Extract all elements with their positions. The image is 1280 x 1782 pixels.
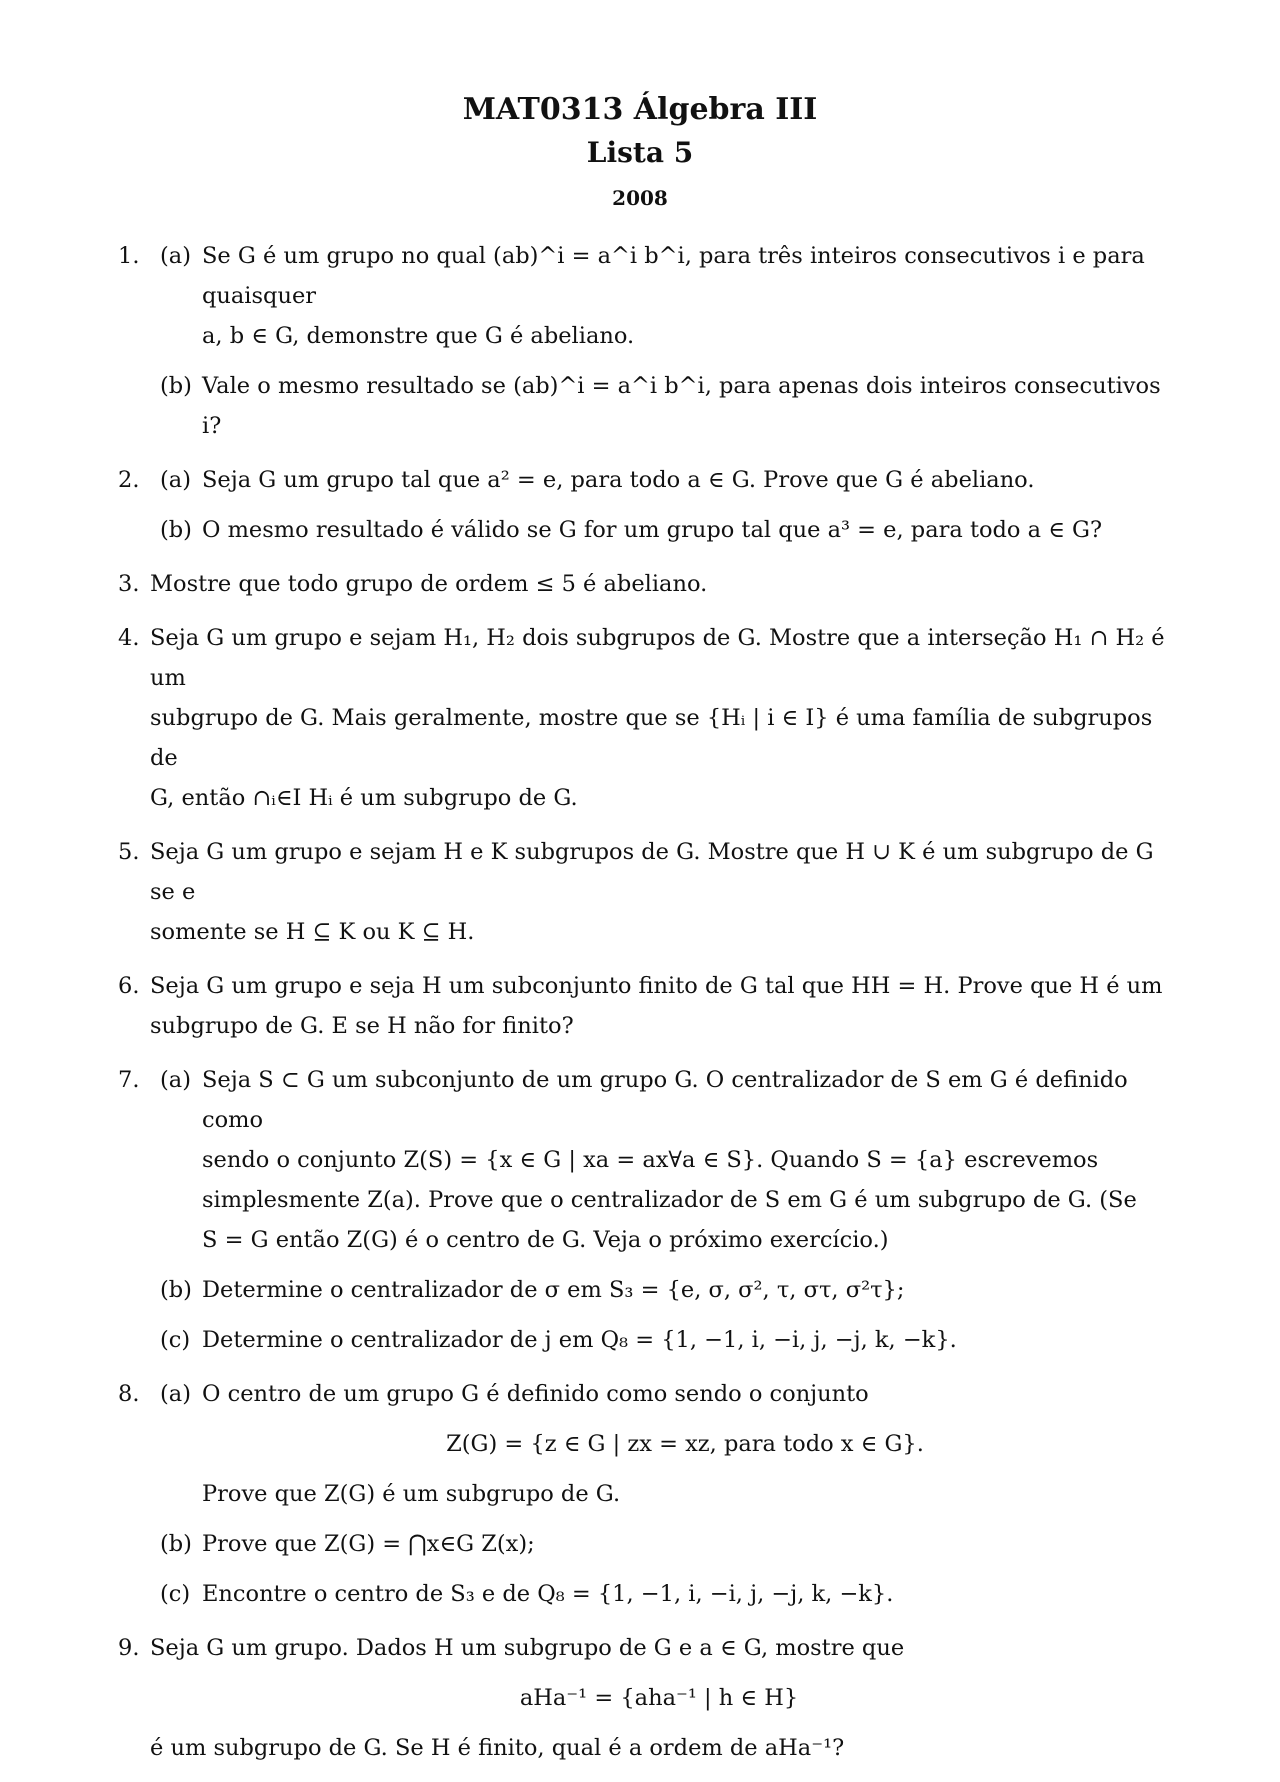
text-line: Determine o centralizador de σ em S₃ = {e, σ, σ², τ, στ, σ²τ}; (202, 1277, 905, 1303)
text-line: Seja G um grupo tal que a² = e, para todo a ∈ G. Prove que G é abeliano. (202, 467, 1035, 493)
problem-list (118, 236, 1168, 1782)
problem-3 (118, 564, 1168, 604)
text-line: Determine o centralizador de j em Q₈ = {1, −1, i, −i, j, −j, k, −k}. (202, 1327, 957, 1353)
text-line: O centro de um grupo G é definido como sendo o conjunto (202, 1381, 869, 1407)
text-line: S = G então Z(G) é o centro de G. Veja o próximo exercício.) (202, 1227, 889, 1253)
display-equation: Z(G) = {z ∈ G | zx = xz, para todo x ∈ G}. (446, 1431, 924, 1457)
text-line: Seja G um grupo e seja H um subconjunto finito de G tal que HH = H. Prove que H é um (150, 973, 1163, 999)
course-title: MAT0313 Álgebra III (462, 92, 818, 127)
part-label: (b) (160, 517, 192, 543)
part-2a (150, 460, 1168, 500)
problem-1 (118, 236, 1168, 446)
part-1b (150, 366, 1168, 446)
problem-number: 3. (118, 571, 140, 597)
problem-number: 6. (118, 973, 140, 999)
part-7c (150, 1320, 1168, 1360)
display-equation: aHa⁻¹ = {aha⁻¹ | h ∈ H} (519, 1685, 799, 1711)
text-line: subgrupo de G. Mais geralmente, mostre que se {Hᵢ | i ∈ I} é uma família de subgrupos de (150, 705, 1153, 771)
problem-7 (118, 1060, 1168, 1360)
part-label: (c) (160, 1327, 191, 1353)
text-line: a, b ∈ G, demonstre que G é abeliano. (202, 323, 635, 349)
list-title: Lista 5 (586, 136, 694, 169)
problem-2 (118, 460, 1168, 550)
text-line: subgrupo de G. E se H não for finito? (150, 1013, 574, 1039)
text-line: Seja G um grupo e sejam H₁, H₂ dois subgrupos de G. Mostre que a interseção H₁ ∩ H₂ é um (150, 625, 1165, 691)
text-line: Encontre o centro de S₃ e de Q₈ = {1, −1, i, −i, j, −j, k, −k}. (202, 1581, 894, 1607)
part-label: (c) (160, 1581, 191, 1607)
problem-number: 7. (118, 1067, 140, 1093)
text-line: é um subgrupo de G. Se H é finito, qual é a ordem de aHa⁻¹? (150, 1735, 845, 1761)
text-line: simplesmente Z(a). Prove que o centralizador de S em G é um subgrupo de G. (Se (202, 1187, 1137, 1213)
text-line: Seja S ⊂ G um subconjunto de um grupo G. O centralizador de S em G é definido como (202, 1067, 1128, 1133)
part-label: (a) (160, 467, 191, 493)
problem-4 (118, 618, 1168, 818)
part-label: (a) (160, 1381, 191, 1407)
part-8b (150, 1524, 1168, 1564)
problem-number: 4. (118, 625, 140, 651)
part-label: (a) (160, 1067, 191, 1093)
problem-number: 8. (118, 1381, 140, 1407)
part-label: (a) (160, 243, 191, 269)
part-1a (150, 236, 1168, 356)
problem-5 (118, 832, 1168, 952)
problem-number: 2. (118, 467, 140, 493)
part-8a (150, 1374, 1168, 1514)
text-line: Prove que Z(G) = ⋂x∈G Z(x); (202, 1531, 535, 1557)
text-line: Vale o mesmo resultado se (ab)^i = a^i b^i, para apenas dois inteiros consecutivos i? (202, 373, 1161, 439)
part-8c (150, 1574, 1168, 1614)
text-line: Se G é um grupo no qual (ab)^i = a^i b^i, para três inteiros consecutivos i e para quaisquer (202, 243, 1145, 309)
problem-6 (118, 966, 1168, 1046)
part-label: (b) (160, 1277, 192, 1303)
part-7b (150, 1270, 1168, 1310)
text-line: O mesmo resultado é válido se G for um grupo tal que a³ = e, para todo a ∈ G? (202, 517, 1103, 543)
text-line: Seja G um grupo e sejam H e K subgrupos de G. Mostre que H ∪ K é um subgrupo de G se e (150, 839, 1154, 905)
year: 2008 (612, 186, 668, 210)
problem-number: 1. (118, 243, 140, 269)
text-line: somente se H ⊆ K ou K ⊆ H. (150, 919, 475, 945)
problem-number: 5. (118, 839, 140, 865)
problem-number: 9. (118, 1635, 140, 1661)
text-line: Mostre que todo grupo de ordem ≤ 5 é abeliano. (150, 571, 708, 597)
problem-9 (118, 1628, 1168, 1768)
text-line: sendo o conjunto Z(S) = {x ∈ G | xa = ax∀a ∈ S}. Quando S = {a} escrevemos (202, 1147, 1099, 1173)
part-label: (b) (160, 373, 192, 399)
problem-8 (118, 1374, 1168, 1614)
text-line: Seja G um grupo. Dados H um subgrupo de G e a ∈ G, mostre que (150, 1635, 905, 1661)
part-label: (b) (160, 1531, 192, 1557)
part-7a (150, 1060, 1168, 1260)
part-2b (150, 510, 1168, 550)
text-line: Prove que Z(G) é um subgrupo de G. (202, 1481, 621, 1507)
text-line: G, então ∩ᵢ∈I Hᵢ é um subgrupo de G. (150, 785, 578, 811)
